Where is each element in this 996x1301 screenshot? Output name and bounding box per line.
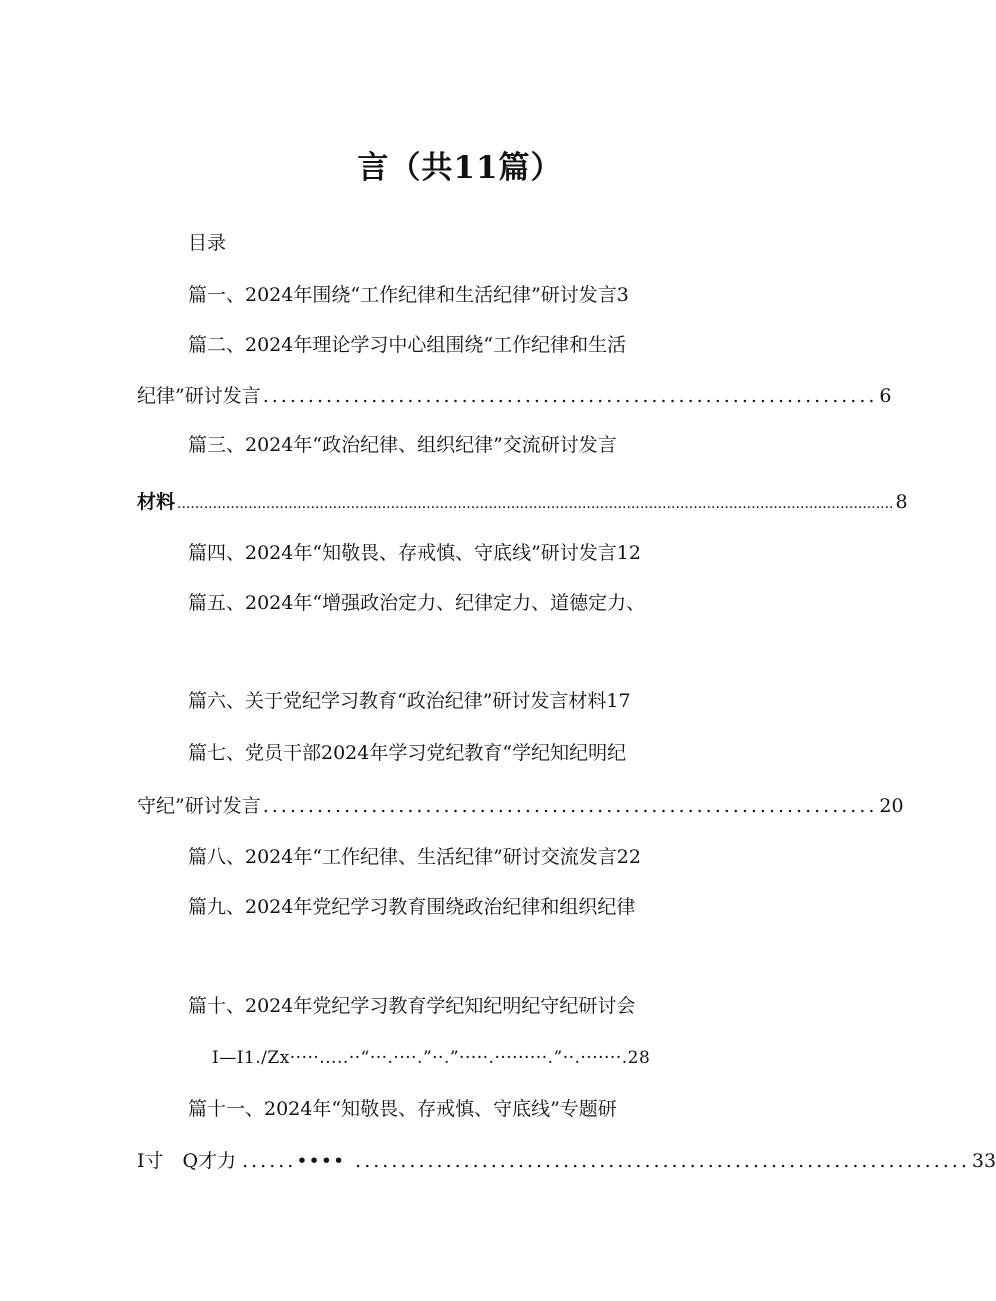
toc-entry-2-line1[interactable]: 篇二、2024年理论学习中心组围绕“工作纪律和生活 bbox=[188, 334, 627, 356]
toc-entry-2-page: 6 bbox=[879, 385, 892, 407]
toc-entry-3-line1[interactable]: 篇三、2024年“政治纪律、组织纪律”交流研讨发言 bbox=[188, 434, 617, 456]
toc-entry-10-line1[interactable]: 篇十、2024年党纪学习教育学纪知纪明纪守纪研讨会 bbox=[188, 995, 636, 1017]
toc-entry-7-page: 20 bbox=[879, 795, 904, 817]
toc-entry-10-line2[interactable]: I—I1./Zx·····.....··“···.····.”··.”·····.·········.”··.·······.28 bbox=[212, 1048, 651, 1068]
toc-entry-11-line1[interactable]: 篇十一、2024年“知敬畏、存戒慎、守底线”专题研 bbox=[188, 1098, 617, 1120]
bullet-marks: •••• bbox=[296, 1150, 346, 1172]
toc-entry-11-page: 33 bbox=[971, 1150, 996, 1172]
toc-entry-11-line2[interactable] bbox=[137, 1146, 996, 1176]
toc-entry-7-text: 守纪”研讨发言 bbox=[137, 795, 261, 817]
dot-leader: .................................................................... bbox=[262, 385, 878, 407]
toc-entry-3-line2[interactable] bbox=[137, 487, 908, 519]
toc-entry-4[interactable]: 篇四、2024年“知敬畏、存戒慎、守底线”研讨发言12 bbox=[188, 542, 641, 564]
toc-entry-1[interactable]: 篇一、2024年围绕“工作纪律和生活纪律”研讨发言3 bbox=[188, 284, 629, 306]
toc-entry-11-text: I寸 Q才力 bbox=[137, 1150, 237, 1172]
toc-entry-3-page: 8 bbox=[895, 491, 908, 513]
toc-entry-6[interactable]: 篇六、关于党纪学习教育“政治纪律”研讨发言材料17 bbox=[188, 690, 631, 712]
toc-entry-3-text: 材料 bbox=[137, 491, 176, 513]
toc-heading: 目录 bbox=[188, 232, 227, 254]
toc-entry-2-line2[interactable] bbox=[137, 381, 892, 411]
toc-entry-7-line2[interactable] bbox=[137, 791, 904, 821]
toc-entry-8[interactable]: 篇八、2024年“工作纪律、生活纪律”研讨交流发言22 bbox=[188, 846, 641, 868]
toc-entry-7-line1[interactable]: 篇七、党员干部2024年学习党纪教育“学纪知纪明纪 bbox=[188, 742, 627, 764]
dot-leader: ................................................................................................................................................................. bbox=[177, 496, 894, 512]
dot-leader: .................................................................... bbox=[262, 795, 878, 817]
toc-entry-2-text: 纪律”研讨发言 bbox=[137, 385, 261, 407]
dot-leader: .................................................................... bbox=[355, 1150, 970, 1172]
toc-entry-9[interactable]: 篇九、2024年党纪学习教育围绕政治纪律和组织纪律 bbox=[188, 896, 636, 918]
dot-leader: ...... bbox=[242, 1150, 297, 1172]
toc-entry-5[interactable]: 篇五、2024年“增强政治定力、纪律定力、道德定力、 bbox=[188, 592, 646, 614]
document-title: 言（共11篇） bbox=[357, 150, 563, 186]
